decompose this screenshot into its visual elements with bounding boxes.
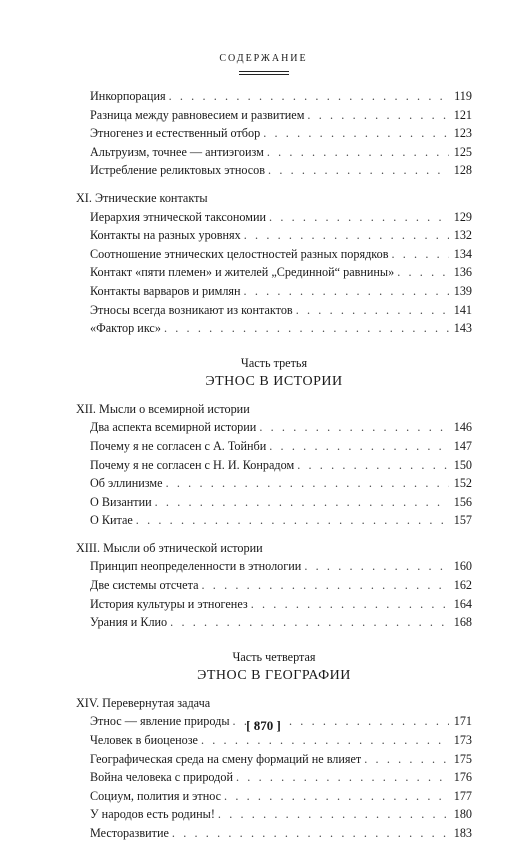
dot-leader (136, 511, 449, 530)
entry-title: Война человека с природой (90, 770, 233, 785)
toc-entry (76, 143, 472, 162)
entry-page-number: 143 (453, 321, 472, 336)
dot-leader (263, 124, 449, 143)
page-number: [ 870 ] (246, 718, 281, 733)
entry-page-number: 125 (453, 144, 472, 159)
entry-page-number: 175 (453, 751, 472, 766)
entry-title: Этнос — явление природы (90, 714, 230, 729)
toc-entry (76, 576, 472, 595)
entry-title: Два аспекта всемирной истории (90, 420, 257, 435)
entry-page-number: 134 (453, 246, 472, 261)
dot-leader (224, 787, 449, 806)
toc-entry (76, 456, 472, 475)
part-label: Часть третья (240, 355, 308, 370)
entry-title: У народов есть родины! (90, 807, 215, 822)
dot-leader (269, 437, 449, 456)
header-rule (239, 71, 289, 72)
entry-page-number: 139 (453, 283, 472, 298)
entry-page-number: 132 (453, 228, 472, 243)
chapter-heading (76, 539, 472, 558)
toc-entry (76, 474, 472, 493)
chapter-heading (76, 400, 472, 419)
toc-entry (76, 824, 472, 843)
toc-entry (76, 87, 472, 106)
chapter-heading (76, 694, 472, 713)
toc-entry (76, 226, 472, 245)
toc-entry (76, 161, 472, 180)
entry-page-number: 176 (453, 770, 472, 785)
entry-title: Соотношение этнических целостностей разных порядков (90, 246, 389, 261)
entry-page-number: 183 (453, 826, 472, 840)
dot-leader (391, 245, 449, 264)
dot-leader (267, 143, 449, 162)
entry-title: «Фактор икс» (90, 321, 161, 336)
entry-page-number: 173 (453, 733, 472, 748)
entry-title: Контакт «пяти племен» и жителей „Срединной“ равнины» (90, 265, 395, 280)
entry-page-number: 146 (453, 420, 472, 435)
toc-entry (76, 245, 472, 264)
part-label: Часть четвертая (232, 649, 316, 664)
dot-leader (259, 418, 449, 437)
entry-title: Иерархия этнической таксономии (90, 209, 267, 224)
toc-entry (76, 263, 472, 282)
entry-page-number: 152 (453, 476, 472, 491)
chapter-title: XI. Этнические контакты (76, 190, 208, 205)
toc-entry (76, 124, 472, 143)
chapter-section (76, 694, 472, 843)
dot-leader (296, 301, 449, 320)
chapter-section (76, 400, 472, 530)
toc-entry (76, 418, 472, 437)
entry-title: Человек в биоценозе (90, 733, 198, 748)
entry-title: История культуры и этногенез (90, 596, 248, 611)
entry-title: Альтруизм, точнее — антиэгоизм (90, 144, 264, 159)
entry-page-number: 123 (453, 126, 472, 141)
entry-title: Урания и Клио (90, 615, 168, 630)
dot-leader (201, 576, 449, 595)
entry-page-number: 177 (453, 788, 472, 803)
toc-entry (76, 557, 472, 576)
dot-leader (244, 226, 449, 245)
entry-title: Почему я не согласен с Н. И. Конрадом (90, 457, 295, 472)
entry-page-number: 150 (453, 457, 472, 472)
dot-leader (397, 263, 449, 282)
chapter-heading (76, 189, 472, 208)
toc-entry (76, 106, 472, 125)
toc-entry (76, 282, 472, 301)
part-title: ЭТНОС В ГЕОГРАФИИ (197, 667, 351, 683)
part-heading (76, 354, 472, 392)
toc-entry (76, 613, 472, 632)
entry-title: Этногенез и естественный отбор (90, 126, 261, 141)
toc-entry (76, 595, 472, 614)
dot-leader (269, 208, 449, 227)
entry-title: Две системы отсчета (90, 578, 199, 593)
entry-page-number: 136 (453, 265, 472, 280)
entry-page-number: 119 (454, 89, 472, 103)
toc-entry (76, 437, 472, 456)
dot-leader (170, 613, 449, 632)
part-title: ЭТНОС В ИСТОРИИ (205, 373, 343, 389)
toc-entry (76, 750, 472, 769)
chapter-title: XII. Мысли о всемирной истории (76, 401, 250, 416)
toc-entry (76, 319, 472, 338)
entry-title: Принцип неопределенности в этнологии (90, 559, 302, 574)
toc-entry (76, 768, 472, 787)
chapter-title: XIV. Перевернутая задача (76, 695, 211, 710)
dot-leader (304, 557, 449, 576)
entry-page-number: 121 (453, 107, 472, 122)
dot-leader (155, 493, 449, 512)
dot-leader (166, 474, 449, 493)
entry-title: Географическая среда на смену формаций не влияет (90, 751, 362, 766)
entry-page-number: 164 (453, 596, 472, 611)
entry-page-number: 180 (453, 807, 472, 822)
entry-page-number: 168 (453, 615, 472, 630)
entry-title: Истребление реликтовых этносов (90, 163, 266, 178)
dot-leader (268, 161, 449, 180)
header-rule-lower (239, 74, 289, 75)
toc-entry (76, 301, 472, 320)
dot-leader (297, 456, 449, 475)
dot-leader (251, 595, 449, 614)
entry-page-number: 141 (453, 302, 472, 317)
entry-title: Контакты на разных уровнях (90, 228, 241, 243)
entry-page-number: 128 (453, 163, 472, 178)
entry-title: Об эллинизме (90, 476, 163, 491)
dot-leader (164, 319, 449, 338)
entry-title: О Византии (90, 494, 152, 509)
toc-entry (76, 493, 472, 512)
part-heading (76, 648, 472, 686)
dot-leader (169, 87, 449, 106)
dot-leader (172, 824, 449, 843)
toc-entry (76, 805, 472, 824)
entry-page-number: 157 (453, 513, 472, 528)
dot-leader (218, 805, 449, 824)
entry-title: Этносы всегда возникают из контактов (90, 302, 293, 317)
entry-title: Месторазвитие (90, 826, 169, 840)
chapter-section (76, 539, 472, 632)
entry-page-number: 162 (453, 578, 472, 593)
entry-title: Разница между равновесием и развитием (90, 107, 305, 122)
toc-entry (76, 511, 472, 530)
entry-title: Инкорпорация (90, 89, 166, 103)
toc-entry (76, 208, 472, 227)
dot-leader (364, 750, 449, 769)
chapter-title: XIII. Мысли об этнической истории (76, 540, 263, 555)
entry-page-number: 156 (453, 494, 472, 509)
entry-page-number: 160 (453, 559, 472, 574)
running-header: СОДЕРЖАНИЕ (219, 53, 308, 64)
entry-page-number: 129 (453, 209, 472, 224)
entry-page-number: 171 (453, 714, 472, 729)
dot-leader (307, 106, 449, 125)
dot-leader (244, 282, 449, 301)
entry-title: Почему я не согласен с А. Тойнби (90, 438, 267, 453)
entry-page-number: 147 (453, 438, 472, 453)
dot-leader (236, 768, 449, 787)
entry-title: О Китае (90, 513, 133, 528)
entry-title: Контакты варваров и римлян (90, 283, 241, 298)
toc-entry (76, 787, 472, 806)
chapter-section (76, 189, 472, 338)
entry-title: Социум, полития и этнос (90, 788, 222, 803)
